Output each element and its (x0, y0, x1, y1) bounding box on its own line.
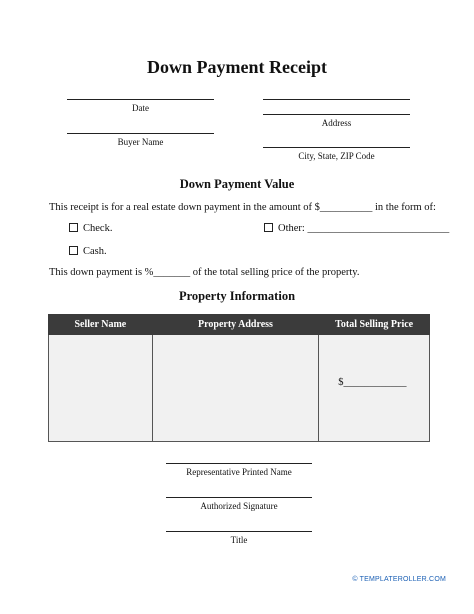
property-address-cell[interactable] (152, 335, 319, 442)
property-table (48, 314, 430, 442)
date-label: Date (132, 103, 149, 113)
cash-option[interactable] (69, 246, 107, 257)
table-row (49, 335, 430, 442)
buyer-name-label: Buyer Name (117, 137, 164, 147)
other-checkbox[interactable] (264, 223, 273, 232)
seller-name-cell[interactable] (49, 335, 153, 442)
down-payment-value-heading: Down Payment Value (179, 177, 295, 191)
property-address-header: Property Address (152, 315, 319, 335)
date-line (67, 99, 214, 100)
total-selling-price-header: Total Selling Price (319, 315, 430, 335)
check-label: Check. (83, 223, 113, 234)
signature-label: Authorized Signature (200, 501, 278, 511)
copyright-icon: © (352, 576, 358, 583)
title-label: Title (230, 535, 248, 545)
other-option[interactable] (264, 223, 449, 234)
footer-brand-text: TEMPLATEROLLER.COM (359, 576, 446, 583)
property-table-header-row (49, 315, 430, 335)
address-line-2 (263, 114, 410, 115)
check-option[interactable] (69, 223, 112, 234)
signature-line (166, 497, 312, 498)
cash-label: Cash. (83, 246, 107, 257)
cash-checkbox[interactable] (69, 246, 78, 255)
title-line (166, 531, 312, 532)
total-selling-price-cell[interactable] (319, 335, 430, 442)
buyer-name-line (67, 133, 214, 134)
percent-sentence: This down payment is %_______ of the total selling price of the property. (49, 267, 360, 278)
other-label: Other: ___________________________ (278, 223, 450, 234)
property-information-heading: Property Information (178, 289, 296, 303)
document-title: Down Payment Receipt (147, 57, 327, 77)
representative-line (166, 463, 312, 464)
price-field[interactable]: $____________ (338, 377, 407, 388)
representative-label: Representative Printed Name (186, 467, 292, 477)
receipt-amount-sentence: This receipt is for a real estate down payment in the amount of $__________ in the form of: (49, 202, 436, 213)
footer-brand[interactable] (352, 576, 446, 583)
city-state-zip-line (263, 147, 410, 148)
address-line-1 (263, 99, 410, 100)
city-state-zip-label: City, State, ZIP Code (298, 151, 375, 161)
address-label: Address (321, 118, 352, 128)
seller-name-header: Seller Name (49, 315, 153, 335)
check-checkbox[interactable] (69, 223, 78, 232)
